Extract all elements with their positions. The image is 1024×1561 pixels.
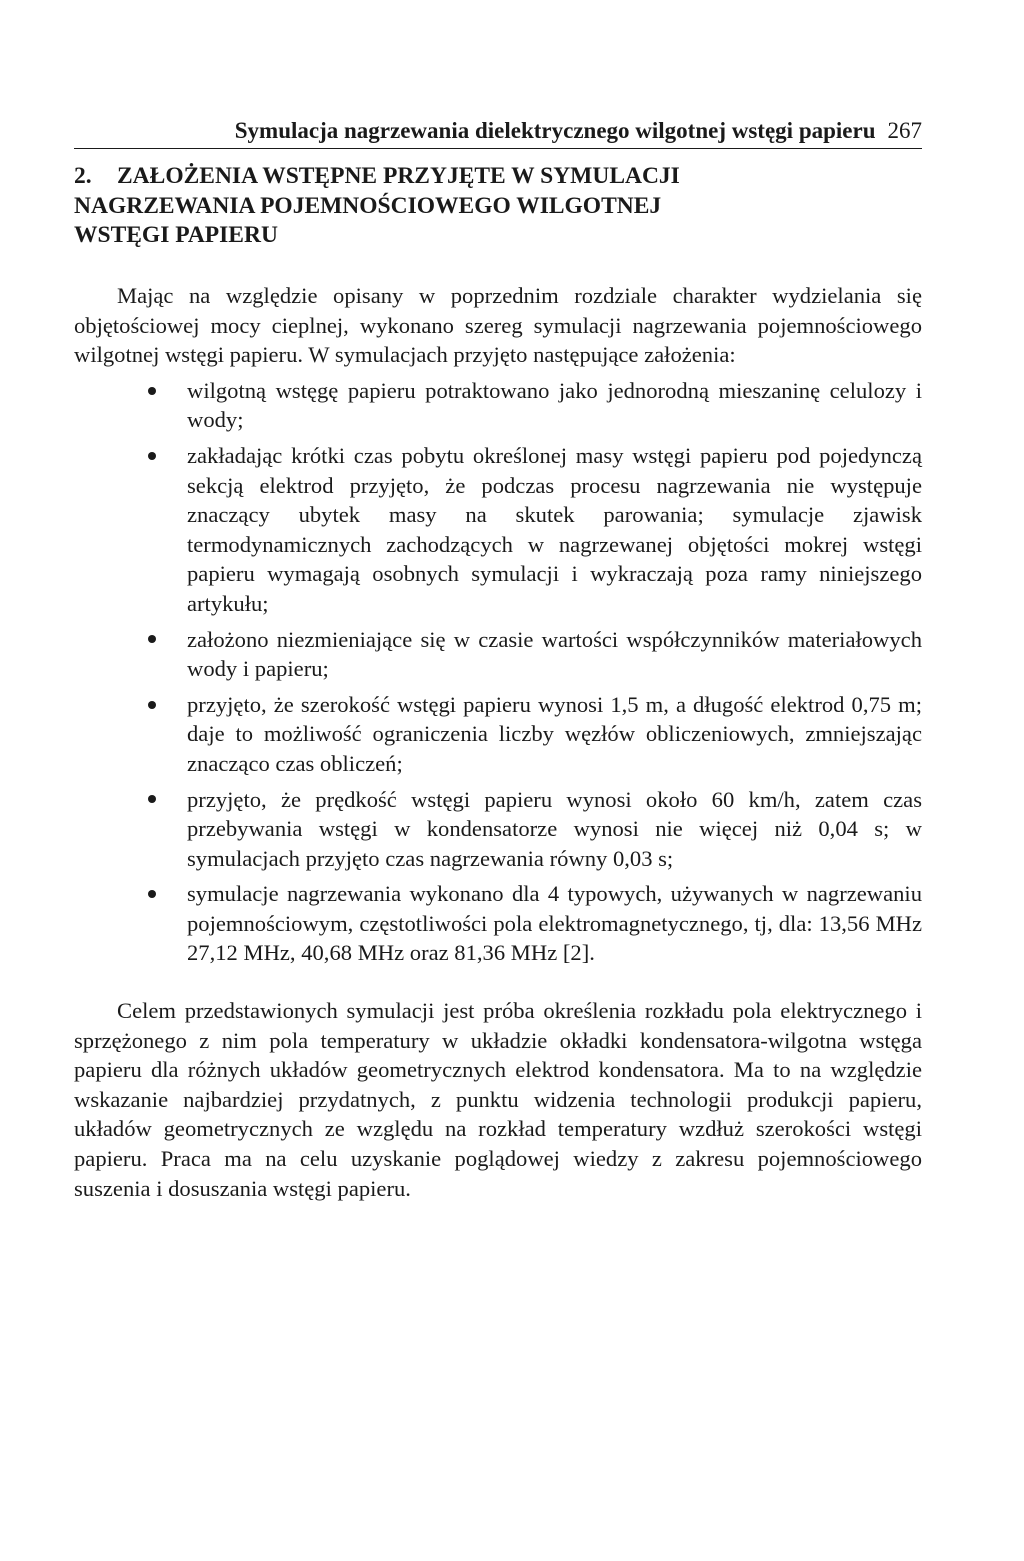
page-number: 267 — [887, 118, 922, 143]
section-title-line: WSTĘGI PAPIERU — [74, 222, 278, 248]
list-item — [74, 785, 922, 874]
body-text — [74, 281, 922, 1203]
bullet-icon — [146, 785, 158, 815]
intro-paragraph: Mając na względzie opisany w poprzednim rozdziale charakter wydzielania się objętościowej mocy cieplnej, wykonano szereg symulacji nagrzewania pojemnościowego wilgotnej wstęgi papieru. W symulacjach przyjęto następujące założenia: — [74, 283, 922, 368]
running-header — [74, 116, 922, 149]
list-item — [74, 625, 922, 684]
list-item-text: symulacje nagrzewania wykonano dla 4 typowych, używanych w nagrzewaniu pojemnościowym, częstotliwości pola elektromagnetycznego, tj, dla: 13,56 MHz 27,12 MHz, 40,68 MHz oraz 81,36 MHz [2]. — [187, 881, 922, 966]
bullet-icon — [146, 879, 158, 909]
list-item — [74, 690, 922, 779]
section-title-line: NAGRZEWANIA POJEMNOŚCIOWEGO WILGOTNEJ — [74, 192, 662, 219]
list-item-text: zakładając krótki czas pobytu określonej masy wstęgi papieru pod pojedynczą sekcją elektrod przyjęto, że podczas procesu nagrzewania nie występuje znaczący ubytek masy na skutek parowania; symulacje zjawisk termodynamicznych zachodzących w nagrzewanej objętości mokrej wstęgi papieru wymagają osobnych symulacji i wykraczają poza ramy niniejszego artykułu; — [187, 442, 922, 616]
bullet-icon — [146, 441, 158, 471]
list-item-text: założono niezmieniające się w czasie wartości współczynników materiałowych wody i papieru; — [187, 626, 922, 682]
list-item — [74, 441, 922, 619]
list-item-text: wilgotną wstęgę papieru potraktowano jako jednorodną mieszaninę celulozy i wody; — [187, 377, 922, 433]
list-item — [74, 376, 922, 435]
bullet-icon — [146, 690, 158, 720]
assumptions-list — [74, 376, 922, 968]
section-number: 2. — [74, 163, 92, 189]
section-heading-line-1 — [74, 162, 922, 192]
bullet-icon — [146, 376, 158, 406]
bullet-icon — [146, 625, 158, 655]
section-title-line: ZAŁOŻENIA WSTĘPNE PRZYJĘTE W SYMULACJI — [117, 163, 680, 189]
section-heading — [74, 162, 922, 251]
list-item-text: przyjęto, że prędkość wstęgi papieru wynosi około 60 km/h, zatem czas przebywania wstęgi w kondensatorze wynosi nie więcej niż 0,04 s; w symulacjach przyjęto czas nagrzewania równy 0,03 s; — [187, 786, 922, 871]
closing-paragraph: Celem przedstawionych symulacji jest próba określenia rozkładu pola elektrycznego i sprzężonego z nim pola temperatury w układzie okładki kondensatora-wilgotna wstęga papieru dla różnych układów geometrycznych elektrod kondensatora. Ma to na względzie wskazanie najbardziej przydatnych, z punktu widzenia technologii produkcji papieru, układów geometrycznych ze względu na rozkład temperatury wzdłuż szerokości wstęgi papieru. Praca ma na celu uzyskanie poglądowej wiedzy z zakresu pojemnościowego suszenia i dosuszania wstęgi papieru. — [74, 998, 922, 1201]
running-header-title: Symulacja nagrzewania dielektrycznego wilgotnej wstęgi papieru — [234, 118, 876, 143]
list-item-text: przyjęto, że szerokość wstęgi papieru wynosi 1,5 m, a długość elektrod 0,75 m; daje to możliwość ograniczenia liczby węzłów obliczeniowych, zmniejszając znacząco czas obliczeń; — [187, 691, 922, 776]
list-item — [74, 879, 922, 968]
